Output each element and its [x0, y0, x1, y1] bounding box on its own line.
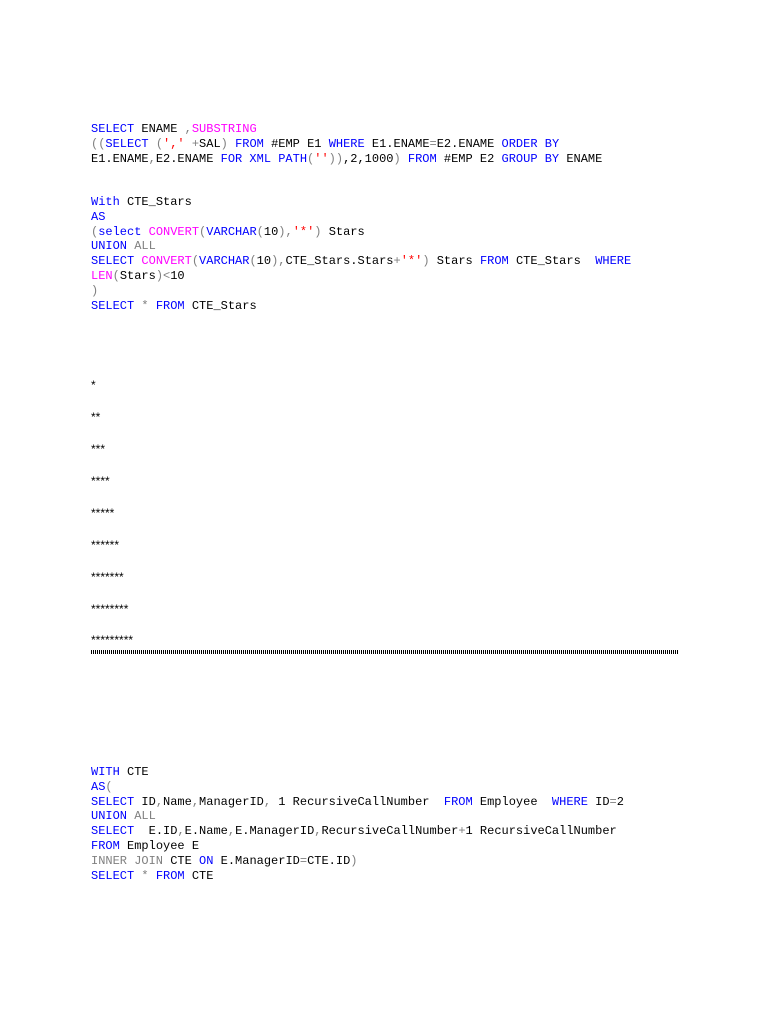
code-line — [91, 122, 602, 137]
star-row: *** — [91, 442, 106, 456]
star-row: ***** — [91, 506, 115, 520]
code-token: ) — [220, 136, 228, 151]
code-token: WHERE — [595, 254, 632, 269]
sql-substring-query — [91, 122, 602, 166]
code-token: E.ID — [134, 824, 178, 839]
code-token: SELECT — [91, 824, 135, 839]
code-token: = — [429, 136, 437, 151]
code-token — [185, 137, 192, 151]
code-token: '' — [314, 151, 329, 166]
code-token: SELECT — [91, 254, 135, 269]
code-token: + — [393, 254, 401, 269]
code-token: VARCHAR — [199, 254, 250, 269]
code-token: ), — [271, 254, 286, 269]
code-token: UNION — [91, 239, 128, 254]
code-token: FROM — [479, 254, 509, 269]
code-line — [91, 195, 631, 210]
code-token — [228, 137, 235, 151]
code-token: (( — [91, 136, 106, 151]
code-token: AS — [91, 209, 106, 224]
code-token: ManagerID — [199, 794, 264, 809]
code-token: E.ManagerID — [213, 853, 300, 868]
star-row: ** — [91, 410, 101, 424]
code-token: Employee — [472, 794, 552, 809]
code-token: ) — [350, 853, 358, 868]
code-line — [91, 284, 631, 299]
star-row: * — [91, 378, 96, 392]
code-token: , — [177, 824, 185, 839]
code-token: '*' — [400, 254, 423, 269]
star-row: ******* — [91, 570, 124, 584]
code-token: ALL — [134, 809, 156, 824]
code-token: E.ManagerID — [235, 824, 315, 839]
star-row: ********* — [91, 633, 134, 647]
code-token: LEN — [91, 268, 113, 283]
code-line — [91, 795, 624, 810]
code-token: FROM — [91, 838, 120, 853]
code-token: SELECT — [105, 136, 149, 151]
code-token: + — [191, 136, 200, 151]
code-token: , — [191, 794, 200, 809]
code-token: 1 RecursiveCallNumber — [465, 824, 617, 839]
code-token: Stars — [321, 224, 365, 239]
code-token: E1.ENAME — [364, 136, 430, 151]
sql-recursive-cte-query — [91, 765, 624, 883]
code-token: ( — [199, 224, 207, 239]
code-line — [91, 839, 624, 854]
code-token: ) — [91, 283, 99, 298]
code-token: ( — [256, 224, 264, 239]
code-line — [91, 780, 624, 795]
code-token: FROM — [155, 868, 185, 883]
sql-cte-stars-query — [91, 195, 631, 313]
code-token: ( — [112, 268, 120, 283]
code-token: ( — [191, 254, 200, 269]
code-line — [91, 765, 624, 780]
code-token: Name — [163, 794, 192, 809]
code-token: ',' — [163, 136, 185, 151]
code-token: E2.ENAME — [436, 136, 502, 151]
code-token: ), — [278, 224, 293, 239]
code-token: , — [148, 151, 156, 166]
code-token: ) — [314, 224, 322, 239]
code-token — [149, 137, 156, 151]
code-token: ( — [91, 224, 99, 239]
code-token: FROM — [443, 794, 473, 809]
code-token: ENAME — [559, 151, 603, 166]
code-token: E.Name — [184, 824, 228, 839]
code-token: CTE_Stars.Stars — [285, 254, 394, 269]
code-token: * — [141, 868, 149, 883]
code-token: E1.ENAME — [91, 151, 149, 166]
code-token: WHERE — [551, 794, 588, 809]
code-token: SAL — [199, 136, 221, 151]
code-token: ID — [134, 794, 156, 809]
divider-line — [91, 650, 678, 654]
code-token: ( — [105, 779, 113, 794]
code-token: 10 — [170, 268, 185, 283]
code-token: E2.ENAME — [155, 151, 221, 166]
code-token: CTE — [184, 868, 214, 883]
code-line — [91, 225, 631, 240]
code-token: UNION — [91, 809, 128, 824]
code-line — [91, 152, 602, 167]
code-token: ( — [307, 151, 315, 166]
code-token: AS — [91, 779, 106, 794]
code-token: ON — [199, 853, 214, 868]
code-token: = — [609, 794, 617, 809]
code-token: CTE_Stars — [184, 298, 257, 313]
star-row: ****** — [91, 538, 120, 552]
code-token: 10 — [263, 224, 279, 239]
code-token: , — [314, 824, 322, 839]
code-token: RecursiveCallNumber — [321, 824, 459, 839]
code-token: , — [227, 824, 236, 839]
code-token: 1 RecursiveCallNumber — [271, 794, 444, 809]
code-token: #EMP E2 — [436, 151, 502, 166]
code-token: VARCHAR — [206, 224, 257, 239]
code-token: select — [98, 224, 142, 239]
code-token: WITH — [91, 765, 120, 779]
code-token: ( — [249, 254, 257, 269]
code-token: SELECT — [91, 122, 135, 136]
code-token: ORDER BY — [501, 136, 560, 151]
code-token: SUBSTRING — [191, 122, 257, 136]
code-token: Stars — [429, 254, 480, 269]
code-token: WHERE — [328, 136, 365, 151]
code-token: With — [91, 195, 120, 209]
code-line — [91, 824, 624, 839]
star-row: ******** — [91, 602, 129, 616]
code-token: ) — [422, 254, 430, 269]
code-token: ( — [155, 136, 164, 151]
code-token: )) — [328, 151, 344, 166]
code-token — [149, 299, 156, 313]
code-token: FOR XML PATH — [220, 151, 308, 166]
code-line — [91, 269, 631, 284]
code-token: , — [184, 122, 192, 136]
code-token: , — [155, 794, 164, 809]
star-row: **** — [91, 474, 110, 488]
code-token: CONVERT — [141, 254, 192, 269]
code-token: INNER JOIN — [91, 853, 164, 868]
code-token: ,2,1000 — [343, 151, 394, 166]
code-token: '*' — [292, 224, 315, 239]
code-token: SELECT — [91, 794, 135, 809]
code-token: 2 — [616, 794, 624, 809]
code-token: CTE_Stars — [508, 254, 596, 269]
code-token: 10 — [256, 254, 272, 269]
code-token: FROM — [407, 151, 437, 166]
code-token — [401, 152, 408, 166]
code-line — [91, 869, 624, 884]
code-token: Employee E — [119, 838, 200, 853]
code-token: Stars — [119, 268, 156, 283]
code-token: )< — [155, 268, 171, 283]
code-token: FROM — [155, 298, 185, 313]
code-token: CTE — [119, 765, 149, 779]
code-line — [91, 854, 624, 869]
code-token: + — [458, 824, 466, 839]
code-token: SELECT — [91, 298, 135, 313]
code-token: * — [141, 298, 149, 313]
code-token: #EMP E1 — [263, 136, 329, 151]
code-token — [149, 869, 156, 883]
code-token — [141, 225, 148, 239]
code-token: ) — [393, 151, 401, 166]
code-token: GROUP BY — [501, 151, 560, 166]
code-line — [91, 239, 631, 254]
code-token: ID — [587, 794, 610, 809]
code-token: SELECT — [91, 868, 135, 883]
code-line — [91, 137, 602, 152]
code-line — [91, 254, 631, 269]
code-token: ALL — [134, 239, 156, 254]
code-token: CONVERT — [148, 224, 200, 239]
code-token: ENAME — [134, 122, 185, 136]
code-token: , — [263, 794, 272, 809]
code-token: CTE.ID — [307, 853, 351, 868]
code-token: FROM — [235, 136, 264, 151]
code-line — [91, 299, 631, 314]
code-token: CTE — [163, 853, 200, 868]
code-line — [91, 210, 631, 225]
code-token: = — [299, 853, 308, 868]
code-line — [91, 809, 624, 824]
code-token: CTE_Stars — [119, 195, 192, 209]
